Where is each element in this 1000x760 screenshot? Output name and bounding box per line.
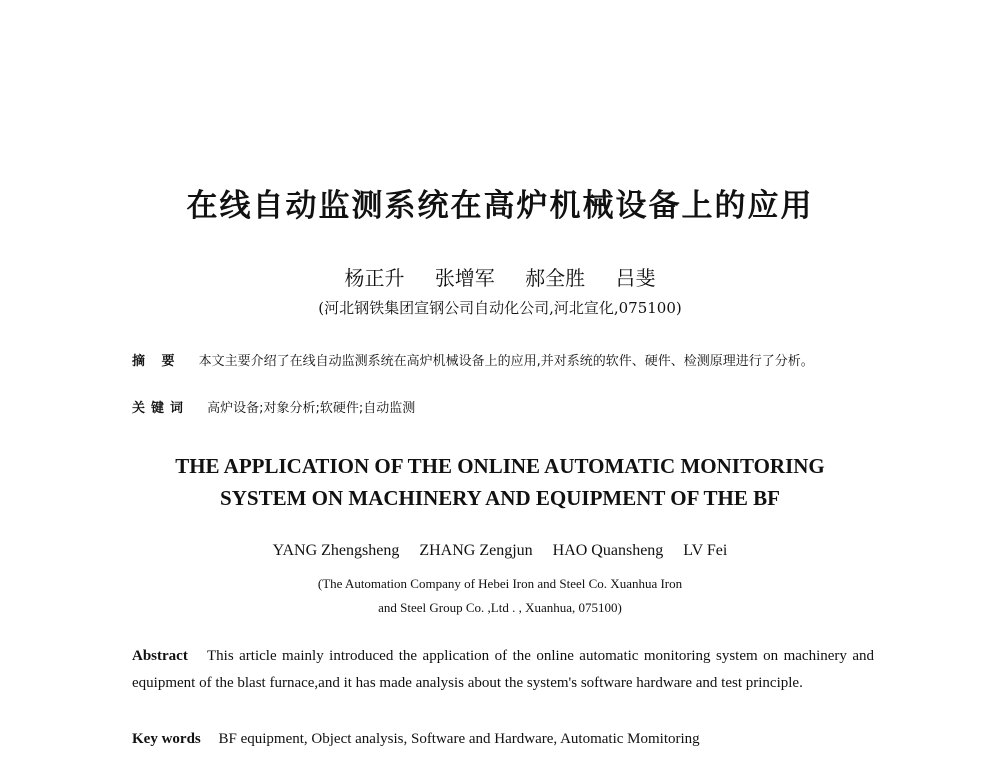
chinese-keywords <box>132 398 872 420</box>
author-en-1: YANG Zhengsheng <box>272 542 400 559</box>
english-abstract <box>132 643 874 697</box>
english-keywords-label: Key words <box>132 731 201 747</box>
author-cn-4: 吕斐 <box>615 266 656 290</box>
author-en-4: LV Fei <box>683 542 728 559</box>
author-en-2: ZHANG Zengjun <box>419 542 533 559</box>
chinese-keywords-label: 关键词 <box>132 401 190 416</box>
author-cn-2: 张增军 <box>434 266 495 290</box>
english-authors <box>0 542 1000 560</box>
chinese-abstract-text: 本文主要介绍了在线自动监测系统在高炉机械设备上的应用,并对系统的软件、硬件、检测原理进行了分析。 <box>198 354 814 369</box>
english-title <box>0 450 1000 514</box>
english-keywords <box>132 726 874 752</box>
chinese-affiliation: (河北钢铁集团宣钢公司自动化公司,河北宣化,075100) <box>318 299 682 317</box>
english-affiliation <box>0 572 1000 620</box>
english-title-line-1: THE APPLICATION OF THE ONLINE AUTOMATIC MONITORING <box>175 454 825 478</box>
chinese-keywords-text: 高炉设备;对象分析;软硬件;自动监测 <box>207 401 416 416</box>
english-abstract-label: Abstract <box>132 648 188 664</box>
english-affiliation-line-2: and Steel Group Co. ,Ltd . , Xuanhua, 075100) <box>378 600 622 615</box>
author-cn-1: 杨正升 <box>344 266 405 290</box>
english-affiliation-line-1: (The Automation Company of Hebei Iron and Steel Co. Xuanhua Iron <box>317 576 683 591</box>
chinese-title: 在线自动监测系统在高炉机械设备上的应用 <box>186 188 814 224</box>
english-title-line-2: SYSTEM ON MACHINERY AND EQUIPMENT OF THE BF <box>220 486 780 510</box>
english-keywords-text: BF equipment, Object analysis, Software and Hardware, Automatic Momitoring <box>218 731 700 747</box>
author-cn-3: 郝全胜 <box>525 266 586 290</box>
author-en-3: HAO Quansheng <box>552 542 664 559</box>
chinese-abstract <box>132 350 872 374</box>
chinese-authors <box>0 262 1000 291</box>
chinese-abstract-label: 摘 要 <box>132 354 181 369</box>
english-abstract-text: This article mainly introduced the application of the online automatic monitoring system on machinery and equipment of the blast furnace,and it has made analysis about the system's software hardware and test principle. <box>132 648 874 691</box>
